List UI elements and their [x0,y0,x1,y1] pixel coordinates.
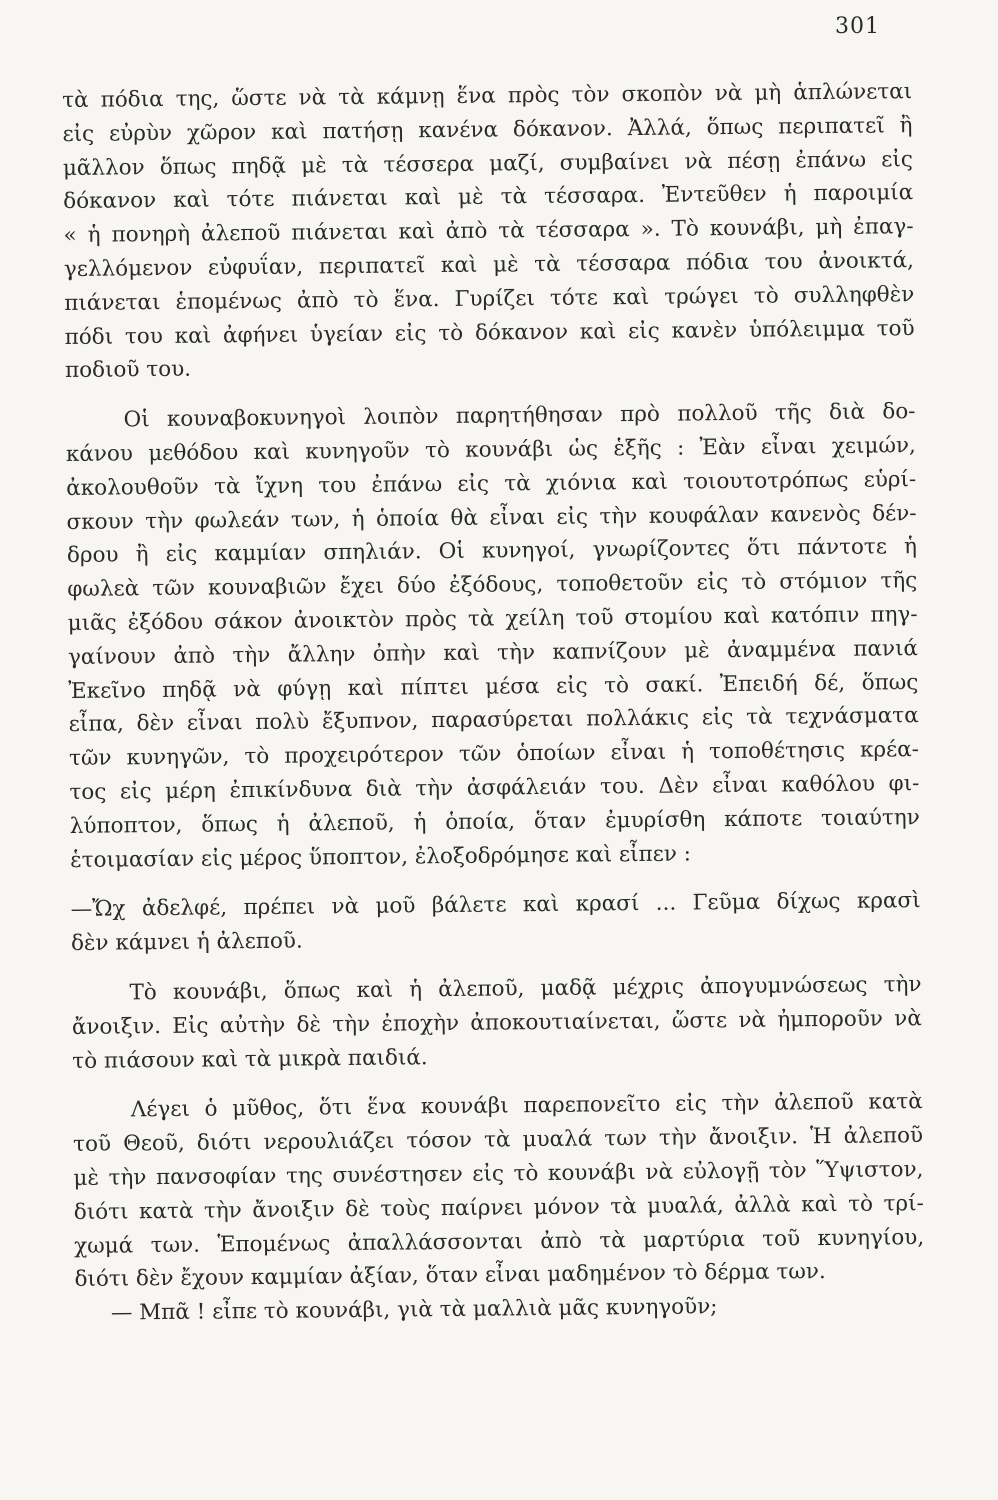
text-line: γαίνουν ἀπὸ τὴν ἄλλην ὀπὴν καὶ τὴν καπνίζουν μὲ ἀναμμένα πανιά [67,635,919,670]
text-line: ἀκολουθοῦν τὰ ἴχνη του ἐπάνω εἰς τὰ χιόνια καὶ τοιουτοτρόπως εὑρί- [66,466,917,501]
text-line: σκουν τὴν φωλεάν των, ἡ ὁποία θὰ εἶναι εἰς τὴν κουφάλαν κανενὸς δέν- [66,500,917,535]
paragraph-dialogue [70,884,921,960]
text-line: δὲν κάμνει ἡ ἀλεποῦ. [70,928,303,957]
text-line: « ἡ πονηρὴ ἀλεποῦ πιάνεται καὶ ἀπὸ τὰ τέσσαρα ». Τὸ κουνάβι, μὴ ἐπαγ- [63,214,914,249]
text-line: Οἱ κουναβοκυνηγοὶ λοιπὸν παρητήθησαν πρὸ πολλοῦ τῆς διὰ δο- [123,399,916,433]
text-line: μᾶλλον ὅπως πηδᾷ μὲ τὰ τέσσερα μαζί, συμβαίνει νὰ πέσῃ ἐπάνω εἰς [62,146,913,181]
text-line: μιᾶς ἐξόδου σάκον ἀνοικτὸν πρὸς τὰ χείλη τοῦ στομίου καὶ κατόπιν πηγ- [67,602,918,636]
text-line: ποδιοῦ του. [64,357,192,384]
text-line: τὸ πιάσουν καὶ τὰ μικρὰ παιδιά. [72,1044,428,1074]
text-line: γελλόμενον εὐφυΐαν, περιπατεῖ καὶ μὲ τὰ τέσσαρα πόδια του ἀνοικτά, [63,248,915,282]
text-line: —Ὤχ ἀδελφέ, πρέπει νὰ μοῦ βάλετε καὶ κρασί ... Γεῦμα δίχως κρασὶ [70,888,921,923]
text-line: — Μπᾶ ! εἶπε τὸ κουνάβι, γιὰ τὰ μαλλιὰ μᾶς κυνηγοῦν; [110,1294,718,1326]
text-line: πόδι του καὶ ἀφήνει ὑγείαν εἰς τὸ δόκανον καὶ εἰς κανὲν ὑπόλειμμα τοῦ [64,315,915,350]
paragraph [71,968,922,1078]
text-line: τῶν κυνηγῶν, τὸ προχειρότερον τῶν ὁποίων εἶναι ἡ τοποθέτησις κρέα- [68,737,920,772]
paragraph [65,395,920,877]
text-line: τος εἰς μέρη ἐπικίνδυνα διὰ τὴν ἀσφάλειάν του. Δὲν εἶναι καθόλου φι- [69,770,920,805]
text-line: εἰς εὐρὺν χῶρον καὶ πατήσῃ κανένα δόκανον. Ἀλλά, ὅπως περιπατεῖ ἢ [62,112,913,147]
text-line: τὰ πόδια της, ὥστε νὰ τὰ κάμνῃ ἕνα πρὸς τὸν σκοπὸν νὰ μὴ ἁπλώνεται [62,79,913,113]
text-line: δρου ἢ εἰς καμμίαν σπηλιάν. Οἱ κυνηγοί, γνωρίζοντες ὅτι πάντοτε ἡ [66,534,918,569]
paragraph [73,1085,925,1297]
text-line: τοῦ Θεοῦ, διότι νερουλιάζει τόσον τὰ μυαλά των τὴν ἄνοιξιν. Ἡ ἀλεποῦ [72,1123,924,1158]
text-line: Λέγει ὁ μῦθος, ὅτι ἕνα κουνάβι παρεπονεῖτο εἰς τὴν ἀλεποῦ κατὰ [130,1089,923,1123]
text-line: κάνου μεθόδου καὶ κυνηγοῦν τὸ κουνάβι ὡς ἑξῆς : Ἐὰν εἶναι χειμών, [65,433,916,467]
text-line: δόκανον καὶ τότε πιάνεται καὶ μὲ τὰ τέσσαρα. Ἐντεῦθεν ἡ παροιμία [63,180,914,215]
text-line: εἶπα, δὲν εἶναι πολὺ ἔξυπνον, παρασύρεται πολλάκις εἰς τὰ τεχνάσματα [68,703,919,738]
text-line: διότι κατὰ τὴν ἄνοιξιν δὲ τοὺς παίρνει μόνον τὰ μυαλά, ἀλλὰ καὶ τὸ τρί- [73,1190,924,1225]
text-line: Ἐκεῖνο πηδᾷ νὰ φύγῃ καὶ πίπτει μέσα εἰς τὸ σακί. Ἐπειδή δέ, ὅπως [68,669,919,704]
paragraph [62,75,915,388]
text-line: Τὸ κουνάβι, ὅπως καὶ ἡ ἀλεποῦ, μαδᾷ μέχρις ἀπογυμνώσεως τὴν [129,971,922,1006]
page-number: 301 [835,14,880,39]
text-line: λύποπτον, ὅπως ἡ ἀλεποῦ, ἡ ὁποία, ὅταν ἐμυρίσθη κάποτε τοιαύτην [69,804,920,839]
text-line: πιάνεται ἑπομένως ἀπὸ τὸ ἕνα. Γυρίζει τότε καὶ τρώγει τὸ συλληφθὲν [64,281,915,316]
text-line: φωλεὰ τῶν κουναβιῶν ἔχει δύο ἐξόδους, τοποθετοῦν εἰς τὸ στόμιον τῆς [67,568,918,603]
text-line: ἄνοιξιν. Εἰς αὐτὴν δὲ τὴν ἐποχὴν ἀποκουτιαίνεται, ὥστε νὰ ἠμποροῦν νὰ [71,1005,922,1040]
page-body [62,75,925,1331]
text-line: μὲ τὴν πανσοφίαν της συνέστησεν εἰς τὸ κουνάβι νὰ εὐλογῇ τὸν Ὕψιστον, [73,1156,924,1191]
text-line: χωμά των. Ἑπομένως ἀπαλλάσσονται ἀπὸ τὰ μαρτύρια τοῦ κυνηγίου, [74,1224,925,1259]
text-line: διότι δὲν ἔχουν καμμίαν ἀξίαν, ὅταν εἶναι μαδημένον τὸ δέρμα των. [74,1259,826,1293]
text-line: ἑτοιμασίαν εἰς μέρος ὕποπτον, ἐλοξοδρόμησε καὶ εἶπεν : [69,840,692,873]
